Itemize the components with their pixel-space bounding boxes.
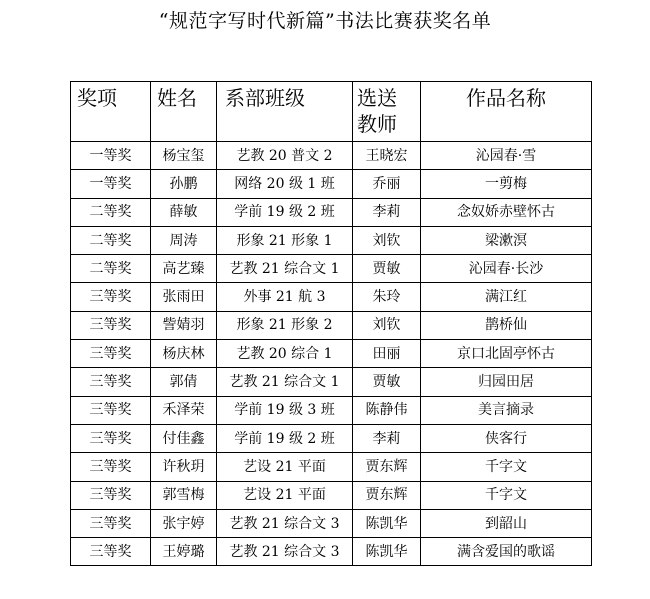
class-cell: 艺设 21 平面	[217, 453, 353, 481]
work-cell: 美言摘录	[421, 396, 592, 424]
name-cell: 付佳鑫	[151, 424, 217, 452]
name-cell: 薛敏	[151, 198, 217, 226]
table-row	[71, 481, 592, 509]
table-row	[71, 509, 592, 537]
award-cell: 二等奖	[71, 255, 151, 283]
name-cell: 张宇婷	[151, 509, 217, 537]
teacher-cell: 田丽	[353, 340, 421, 368]
award-cell: 三等奖	[71, 283, 151, 311]
class-cell: 学前 19 级 3 班	[217, 396, 353, 424]
class-cell: 外事 21 航 3	[217, 283, 353, 311]
teacher-cell: 陈静伟	[353, 396, 421, 424]
class-cell: 艺教 21 综合文 3	[217, 538, 353, 566]
award-cell: 二等奖	[71, 226, 151, 254]
table-row	[71, 226, 592, 254]
name-cell: 郭雪梅	[151, 481, 217, 509]
table-row	[71, 368, 592, 396]
name-cell: 杨宝玺	[151, 142, 217, 170]
name-cell: 孙鹏	[151, 170, 217, 198]
teacher-cell: 贾东辉	[353, 453, 421, 481]
award-cell: 三等奖	[71, 481, 151, 509]
table-row	[71, 142, 592, 170]
table-row	[71, 198, 592, 226]
table-row	[71, 538, 592, 566]
header-teacher-line2: 教师	[357, 112, 397, 136]
table-row	[71, 396, 592, 424]
work-cell: 沁园春·长沙	[421, 255, 592, 283]
teacher-cell: 王晓宏	[353, 142, 421, 170]
name-cell: 郭倩	[151, 368, 217, 396]
teacher-cell: 李莉	[353, 198, 421, 226]
table-row	[71, 283, 592, 311]
work-cell: 到韶山	[421, 509, 592, 537]
award-cell: 三等奖	[71, 453, 151, 481]
work-cell: 归园田居	[421, 368, 592, 396]
table-row	[71, 340, 592, 368]
class-cell: 形象 21 形象 1	[217, 226, 353, 254]
work-cell: 京口北固亭怀古	[421, 340, 592, 368]
work-cell: 千字文	[421, 481, 592, 509]
award-cell: 三等奖	[71, 424, 151, 452]
award-cell: 一等奖	[71, 170, 151, 198]
work-cell: 一剪梅	[421, 170, 592, 198]
work-cell: 满含爱国的歌谣	[421, 538, 592, 566]
class-cell: 艺教 21 综合文 3	[217, 509, 353, 537]
table-row	[71, 255, 592, 283]
award-cell: 三等奖	[71, 340, 151, 368]
award-cell: 三等奖	[71, 509, 151, 537]
class-cell: 艺设 21 平面	[217, 481, 353, 509]
work-cell: 梁漱溟	[421, 226, 592, 254]
name-cell: 王婷璐	[151, 538, 217, 566]
name-cell: 高艺臻	[151, 255, 217, 283]
class-cell: 艺教 21 综合文 1	[217, 255, 353, 283]
name-cell: 訾婧羽	[151, 311, 217, 339]
teacher-cell: 朱玲	[353, 283, 421, 311]
table-row	[71, 311, 592, 339]
teacher-cell: 陈凯华	[353, 509, 421, 537]
award-cell: 一等奖	[71, 142, 151, 170]
class-cell: 艺教 21 综合文 1	[217, 368, 353, 396]
teacher-cell: 刘钦	[353, 311, 421, 339]
work-cell: 侠客行	[421, 424, 592, 452]
name-cell: 许秋玥	[151, 453, 217, 481]
header-award: 奖项	[71, 82, 151, 142]
header-teacher	[353, 82, 421, 142]
teacher-cell: 乔丽	[353, 170, 421, 198]
header-class: 系部班级	[217, 82, 353, 142]
work-cell: 千字文	[421, 453, 592, 481]
work-cell: 满江红	[421, 283, 592, 311]
table-header-row	[71, 82, 592, 142]
class-cell: 学前 19 级 2 班	[217, 424, 353, 452]
class-cell: 艺教 20 综合 1	[217, 340, 353, 368]
class-cell: 网络 20 级 1 班	[217, 170, 353, 198]
header-work: 作品名称	[421, 82, 592, 142]
award-table	[70, 81, 592, 566]
class-cell: 形象 21 形象 2	[217, 311, 353, 339]
class-cell: 艺教 20 普文 2	[217, 142, 353, 170]
table-row	[71, 424, 592, 452]
teacher-cell: 陈凯华	[353, 538, 421, 566]
teacher-cell: 刘钦	[353, 226, 421, 254]
award-cell: 二等奖	[71, 198, 151, 226]
name-cell: 张雨田	[151, 283, 217, 311]
teacher-cell: 贾敏	[353, 368, 421, 396]
teacher-cell: 贾敏	[353, 255, 421, 283]
table-row	[71, 453, 592, 481]
class-cell: 学前 19 级 2 班	[217, 198, 353, 226]
header-teacher-line1: 选送	[357, 86, 397, 110]
award-cell: 三等奖	[71, 368, 151, 396]
page-title: “规范字写时代新篇”书法比赛获奖名单	[158, 10, 492, 32]
table-row	[71, 170, 592, 198]
award-cell: 三等奖	[71, 538, 151, 566]
name-cell: 杨庆林	[151, 340, 217, 368]
work-cell: 沁园春·雪	[421, 142, 592, 170]
teacher-cell: 李莉	[353, 424, 421, 452]
name-cell: 周涛	[151, 226, 217, 254]
name-cell: 禾泽荣	[151, 396, 217, 424]
award-cell: 三等奖	[71, 396, 151, 424]
work-cell: 念奴娇赤壁怀古	[421, 198, 592, 226]
work-cell: 鹊桥仙	[421, 311, 592, 339]
header-name: 姓名	[151, 82, 217, 142]
teacher-cell: 贾东辉	[353, 481, 421, 509]
award-cell: 三等奖	[71, 311, 151, 339]
